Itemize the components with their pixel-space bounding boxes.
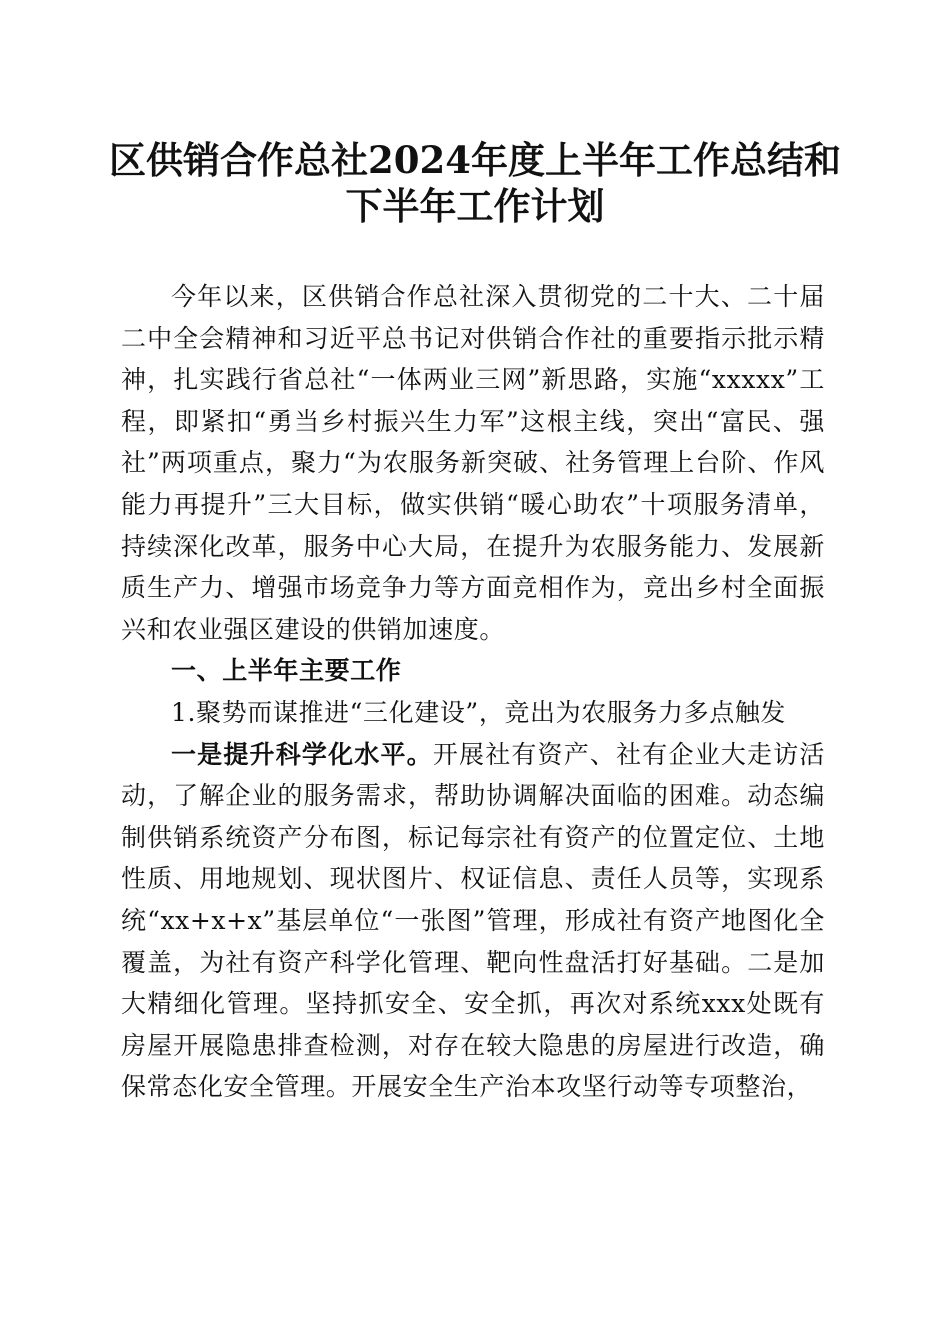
work-paragraph (121, 734, 825, 1108)
document-body (121, 276, 825, 1108)
intro-paragraph: 今年以来，区供销合作总社深入贯彻党的二十大、二十届二中全会精神和习近平总书记对供销合作社的重要指示批示精神，扎实践行省总社“一体两业三网”新思路，实施“xxxxx”工程，即紧扣“勇当乡村振兴生力军”这根主线，突出“富民、强社”两项重点，聚力“为农服务新突破、社务管理上台阶、作风能力再提升”三大目标，做实供销“暖心助农”十项服务清单，持续深化改革，服务中心大局，在提升为农服务能力、发展新质生产力、增强市场竞争力等方面竞相作为，竞出乡村全面振兴和农业强区建设的供销加速度。 (121, 282, 825, 644)
title-line-2: 下半年工作计划 (345, 184, 605, 228)
subsection-heading: 1.聚势而谋推进“三化建设”，竞出为农服务力多点触发 (171, 697, 787, 727)
section-heading: 一、上半年主要工作 (171, 656, 402, 686)
document-title (100, 137, 850, 229)
paragraph-lead: 一是提升科学化水平。 (171, 739, 433, 769)
paragraph-body: 开展社有资产、社有企业大走访活动，了解企业的服务需求，帮助协调解决面临的困难。动态编制供销系统资产分布图，标记每宗社有资产的位置定位、土地性质、用地规划、现状图片、权证信息、责任人员等，实现系统“xx+x+x”基层单位“一张图”管理，形成社有资产地图化全覆盖，为社有资产科学化管理、靶向性盘活打好基础。二是加大精细化管理。坚持抓安全、安全抓，再次对系统xxx处既有房屋开展隐患排查检测，对存在较大隐患的房屋进行改造，确保常态化安全管理。开展安全生产治本攻坚行动等专项整治， (121, 739, 825, 1102)
title-line-1: 区供销合作总社2024年度上半年工作总结和 (109, 138, 841, 182)
